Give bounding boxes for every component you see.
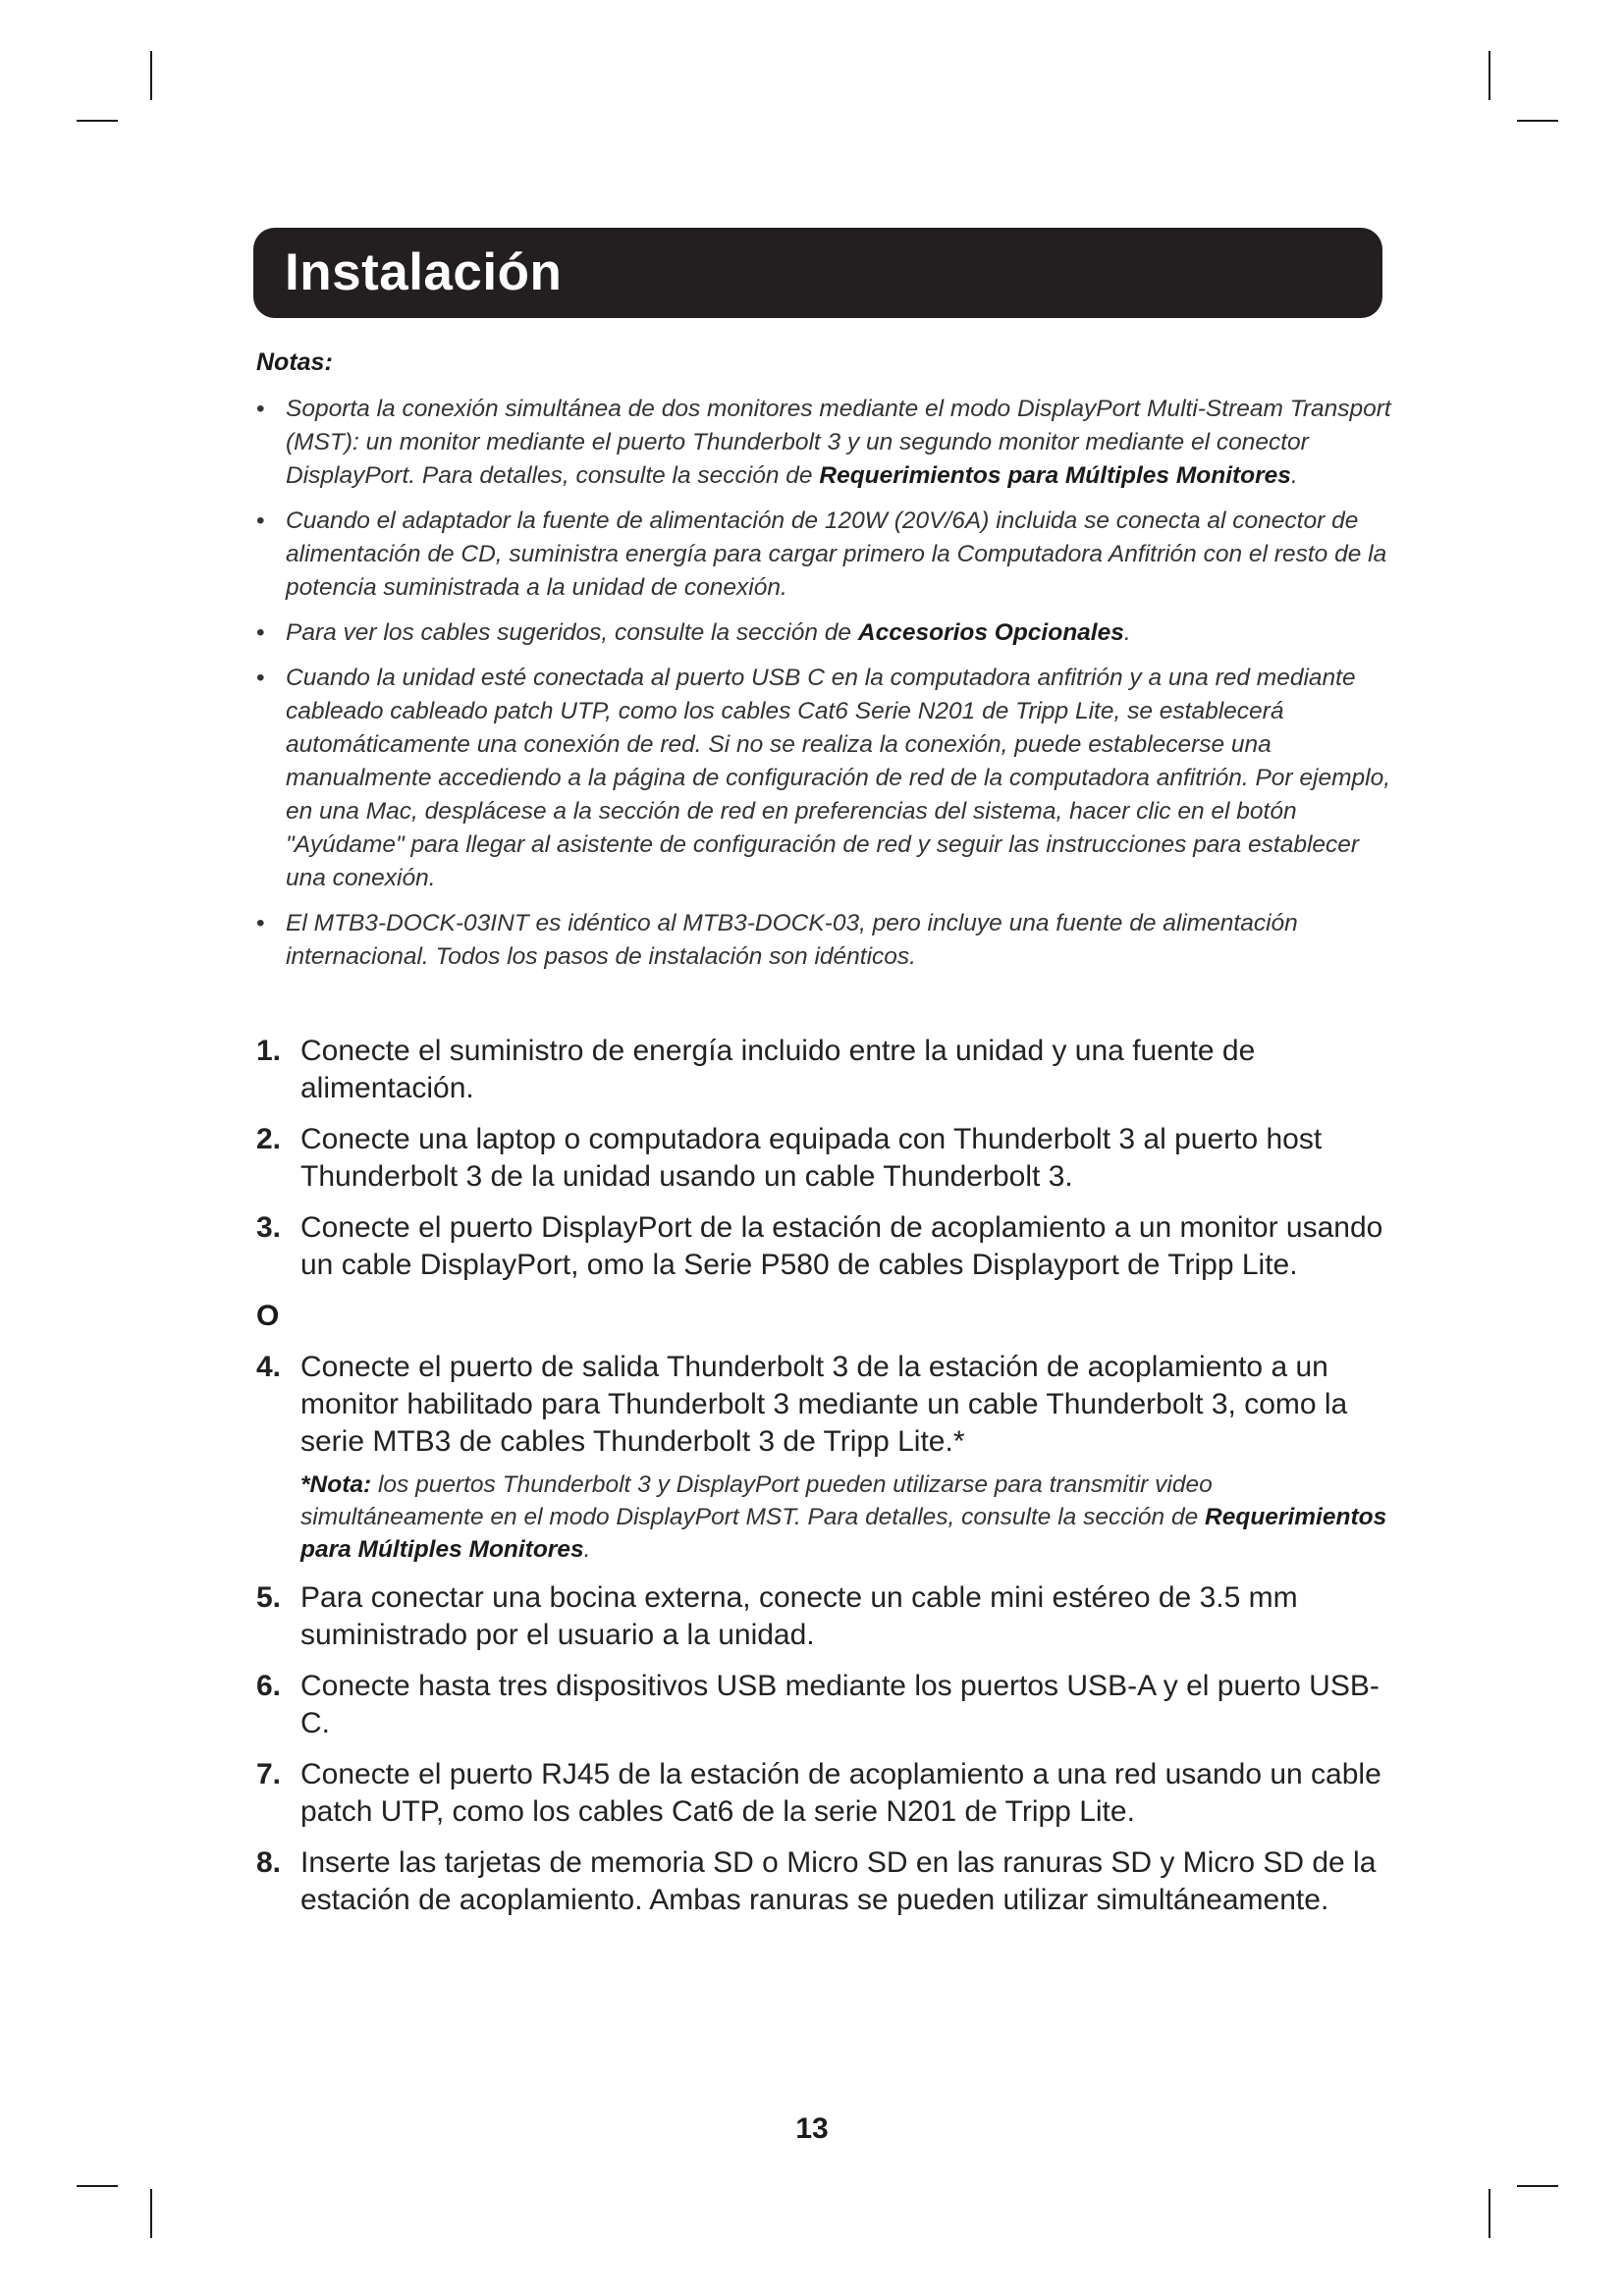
step-number: 7. bbox=[256, 1758, 282, 1790]
page-number: 13 bbox=[795, 2112, 829, 2145]
step-number: 5. bbox=[256, 1581, 282, 1614]
note-item bbox=[256, 907, 1395, 974]
step-text: Conecte el puerto DisplayPort de la estación de acoplamiento a un monitor usando un cable DisplayPort, omo la Serie P580 de cables Displayport de Tripp Lite. bbox=[300, 1211, 1383, 1281]
note-item bbox=[256, 505, 1395, 605]
note-bold-ref: Requerimientos para Múltiples Monitores bbox=[300, 1504, 1387, 1563]
step-item bbox=[256, 1349, 1395, 1566]
note-bold-ref: Accesorios Opcionales bbox=[857, 619, 1124, 646]
or-separator: O bbox=[256, 1300, 280, 1332]
crop-mark bbox=[77, 120, 118, 122]
step-number: 1. bbox=[256, 1035, 282, 1067]
crop-mark bbox=[1517, 2185, 1558, 2187]
bullet: • bbox=[256, 507, 265, 534]
crop-mark bbox=[1517, 120, 1558, 122]
crop-mark bbox=[1489, 51, 1490, 100]
note-item bbox=[256, 393, 1395, 493]
bullet: • bbox=[256, 910, 265, 936]
note-text: El MTB3-DOCK-03INT es idéntico al MTB3-DOCK-03, pero incluye una fuente de alimentación internacional. Todos los pasos de instalación son idénticos. bbox=[286, 910, 1298, 970]
crop-mark bbox=[150, 51, 152, 100]
note-text-after: . bbox=[1290, 462, 1298, 489]
step-number: 2. bbox=[256, 1123, 282, 1155]
step-4-note bbox=[300, 1468, 1395, 1566]
note-text: Para ver los cables sugeridos, consulte la sección de bbox=[286, 619, 858, 646]
crop-mark bbox=[1489, 2189, 1490, 2238]
step-text: Conecte el suministro de energía incluido entre la unidad y una fuente de alimentación. bbox=[300, 1035, 1256, 1104]
crop-mark bbox=[150, 2189, 152, 2238]
step-number: 8. bbox=[256, 1846, 282, 1879]
note-text-after: . bbox=[1123, 619, 1131, 646]
step-item bbox=[256, 1668, 1395, 1742]
note-text: los puertos Thunderbolt 3 y DisplayPort pueden utilizarse para transmitir video simultáneamente en el modo DisplayPort MST. Para detalles, consulte la sección de bbox=[300, 1471, 1213, 1530]
notes-list bbox=[256, 393, 1395, 986]
section-title-bar bbox=[253, 228, 1382, 318]
bullet: • bbox=[256, 619, 265, 646]
step-item bbox=[256, 1209, 1395, 1284]
step-text: Para conectar una bocina externa, conecte un cable mini estéreo de 3.5 mm suministrado por el usuario a la unidad. bbox=[300, 1581, 1298, 1651]
bullet: • bbox=[256, 665, 265, 691]
note-text: Cuando el adaptador la fuente de alimentación de 120W (20V/6A) incluida se conecta al conector de alimentación de CD, suministra energía para cargar primero la Computadora Anfitrión con el resto de la potencia suministrada a la unidad de conexión. bbox=[286, 507, 1387, 601]
note-item bbox=[256, 662, 1395, 895]
installation-steps bbox=[256, 1033, 1395, 1933]
notes-heading: Notas: bbox=[256, 348, 333, 376]
step-text: Conecte una laptop o computadora equipada con Thunderbolt 3 al puerto host Thunderbolt 3 de la unidad usando un cable Thunderbolt 3. bbox=[300, 1123, 1323, 1193]
bullet: • bbox=[256, 396, 265, 422]
step-item bbox=[256, 1121, 1395, 1196]
note-text: Soporta la conexión simultánea de dos monitores mediante el modo DisplayPort Multi-Stream Transport (MST): un monitor mediante el puerto Thunderbolt 3 y un segundo monitor mediante el conector DisplayPort. Para detalles, consulte la sección de bbox=[286, 396, 1391, 489]
step-item bbox=[256, 1579, 1395, 1654]
step-number: 3. bbox=[256, 1211, 282, 1244]
note-item bbox=[256, 616, 1395, 650]
note-label: *Nota: bbox=[300, 1471, 372, 1498]
note-bold-ref: Requerimientos para Múltiples Monitores bbox=[819, 462, 1291, 489]
step-number: 4. bbox=[256, 1351, 282, 1383]
step-number: 6. bbox=[256, 1670, 282, 1702]
step-item bbox=[256, 1756, 1395, 1831]
step-text: Inserte las tarjetas de memoria SD o Micro SD en las ranuras SD y Micro SD de la estación de acoplamiento. Ambas ranuras se pueden utilizar simultáneamente. bbox=[300, 1846, 1377, 1916]
note-text: Cuando la unidad esté conectada al puerto USB C en la computadora anfitrión y a una red mediante cableado cableado patch UTP, como los cables Cat6 Serie N201 de Tripp Lite, se establecerá automáticamente una conexión de red. Si no se realiza la conexión, puede establecerse una manualmente accediendo a la página de configuración de red de la computadora anfitrión. Por ejemplo, en una Mac, desplácese a la sección de red en preferencias del sistema, hacer clic en el botón "Ayúdame" para llegar al asistente de configuración de red y seguir las instrucciones para establecer una conexión. bbox=[286, 665, 1391, 891]
step-item bbox=[256, 1844, 1395, 1919]
step-text: Conecte el puerto de salida Thunderbolt 3 de la estación de acoplamiento a un monitor habilitado para Thunderbolt 3 mediante un cable Thunderbolt 3, como la serie MTB3 de cables Thunderbolt 3 de Tripp Lite.* bbox=[300, 1351, 1348, 1458]
crop-mark bbox=[77, 2185, 118, 2187]
step-text: Conecte hasta tres dispositivos USB mediante los puertos USB-A y el puerto USB-C. bbox=[300, 1670, 1380, 1739]
note-text-after: . bbox=[583, 1536, 591, 1563]
step-text: Conecte el puerto RJ45 de la estación de acoplamiento a una red usando un cable patch UTP, como los cables Cat6 de la serie N201 de Tripp Lite. bbox=[300, 1758, 1381, 1828]
step-item bbox=[256, 1033, 1395, 1107]
page-title: Instalación bbox=[285, 243, 563, 301]
